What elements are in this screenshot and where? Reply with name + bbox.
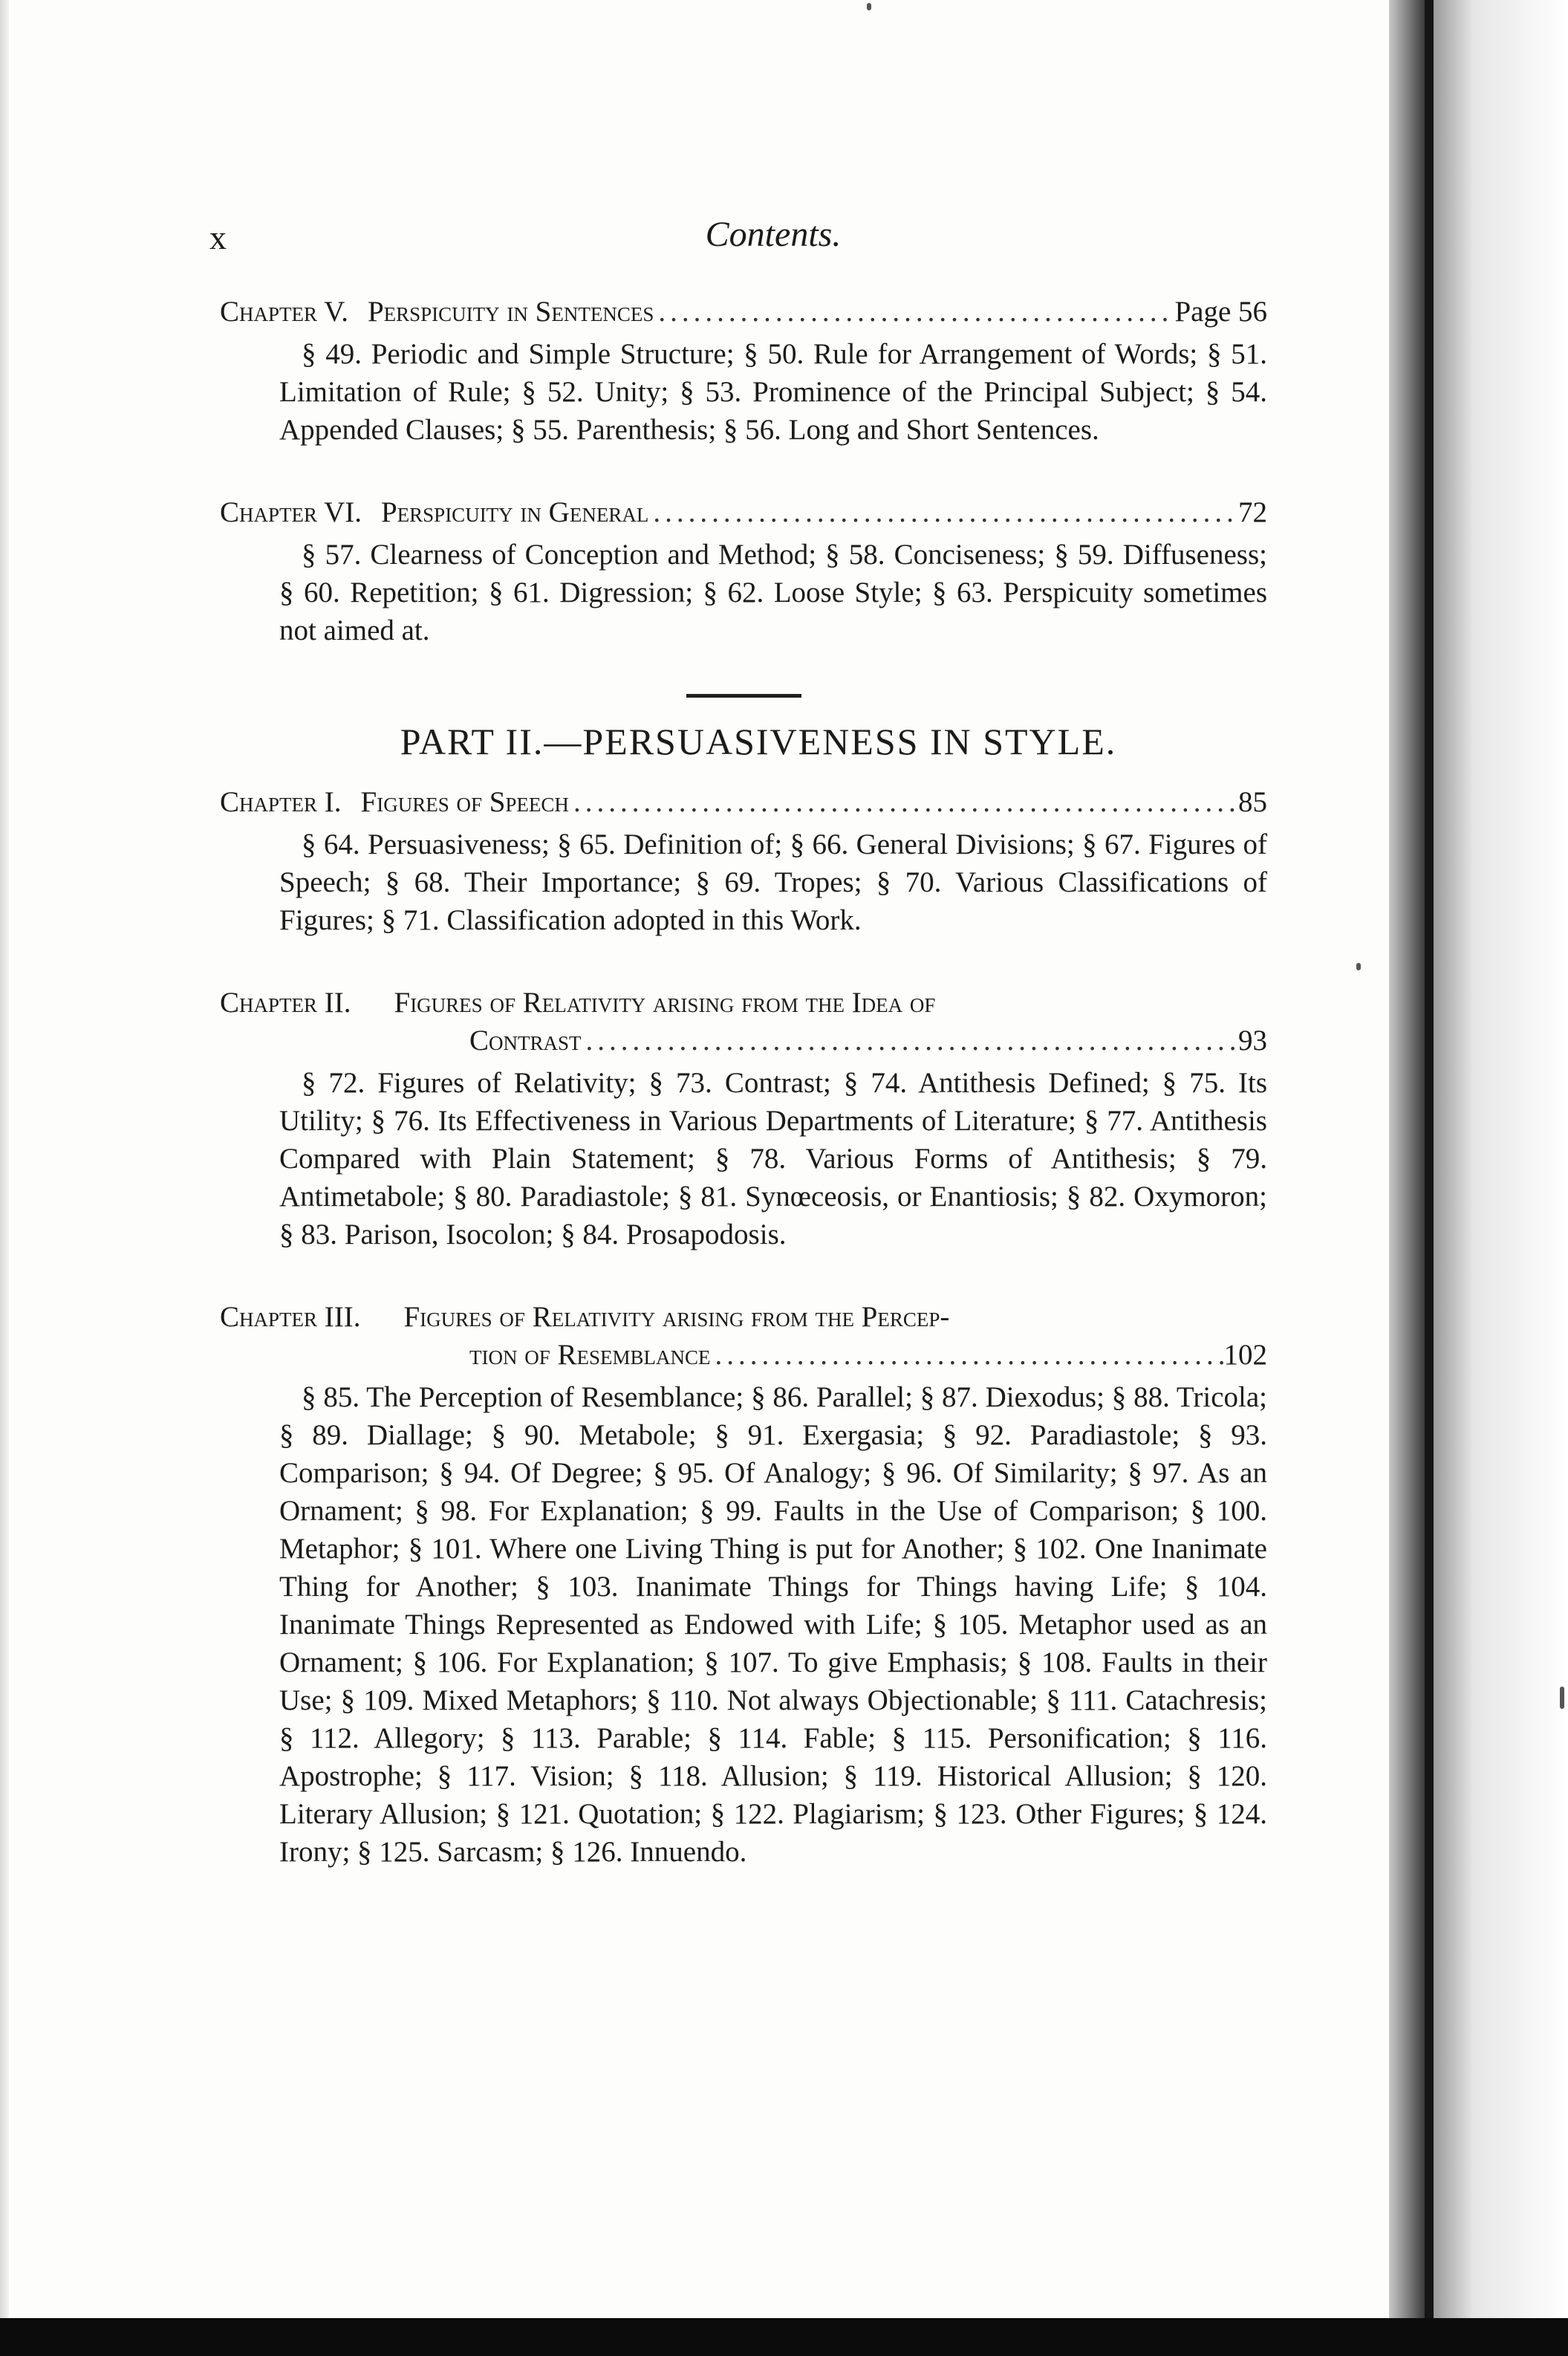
- chapter-entry: [220, 1298, 1267, 1871]
- chapter-label: Chapter II.: [220, 987, 351, 1019]
- scan-speck: [1560, 1687, 1564, 1709]
- chapter-label: Chapter I.: [220, 786, 342, 818]
- chapter-page-ref: 102: [1223, 1339, 1267, 1371]
- scan-bottom-border: [0, 2318, 1568, 2356]
- dot-leader: [654, 293, 1174, 331]
- binding-dark-strip: [1425, 0, 1434, 2356]
- chapter-page-ref: 93: [1238, 1025, 1267, 1057]
- scan-speck: [867, 3, 871, 10]
- chapter-heading: [220, 984, 1267, 1059]
- chapter-sections: § 72. Figures of Relativity; § 73. Contrast; § 74. Antithesis Defined; § 75. Its Utility; § 76. Its Effectiveness in Various Departments of Literature; § 77. Antithesis Compared with Plain Statement; § 78. Various Forms of Antithesis; § 79. Antimetabole; § 80. Paradiastole; § 81. Synœceosis, or Enantiosis; § 82. Oxymoron; § 83. Parison, Isocolon; § 84. Prosapodosis.: [279, 1067, 1267, 1250]
- chapter-title-line-1: Figures of Relativity arising from the Percep-: [403, 1301, 950, 1333]
- chapter-page-ref: 72: [1238, 496, 1267, 528]
- chapter-title: Perspicuity in General: [380, 496, 649, 528]
- contents-text-block: [209, 215, 1267, 1915]
- chapter-heading: [220, 293, 1267, 331]
- chapter-page-ref: 85: [1238, 786, 1267, 818]
- chapter-heading: [220, 493, 1267, 531]
- chapter-heading: [220, 1298, 1267, 1374]
- chapter-entry: [220, 984, 1267, 1253]
- chapter-sections: § 49. Periodic and Simple Structure; § 50. Rule for Arrangement of Words; § 51. Limitation of Rule; § 52. Unity; § 53. Prominence of the Principal Subject; § 54. Appended Clauses; § 55. Parenthesis; § 56. Long and Short Sentences.: [279, 338, 1267, 446]
- page-number: x: [209, 218, 227, 256]
- chapter-sections: § 85. The Perception of Resemblance; § 86. Parallel; § 87. Diexodus; § 88. Tricola; § 89. Diallage; § 90. Metabole; § 91. Exergasia; § 92. Paradiastole; § 93. Comparison; § 94. Of Degree; § 95. Of Analogy; § 96. Of Similarity; § 97. As an Ornament; § 98. For Explanation; § 99. Faults in the Use of Comparison; § 100. Metaphor; § 101. Where one Living Thing is put for Another; § 102. One Inanimate Thing for Another; § 103. Inanimate Things for Things having Life; § 104. Inanimate Things Represented as Endowed with Life; § 105. Metaphor used as an Ornament; § 106. For Explanation; § 107. To give Emphasis; § 108. Faults in their Use; § 109. Mixed Metaphors; § 110. Not always Objectionable; § 111. Catachresis; § 112. Allegory; § 113. Parable; § 114. Fable; § 115. Personification; § 116. Apostrophe; § 117. Vision; § 118. Allusion; § 119. Historical Allusion; § 120. Literary Allusion; § 121. Quotation; § 122. Plagiarism; § 123. Other Figures; § 124. Irony; § 125. Sarcasm; § 126. Innuendo.: [279, 1381, 1267, 1868]
- chapter-page-ref: Page 56: [1174, 296, 1267, 328]
- dot-leader: [569, 783, 1238, 821]
- chapter-label: Chapter VI.: [220, 496, 362, 528]
- dot-leader: [582, 1022, 1238, 1059]
- chapter-title-line-2: Contrast: [469, 1025, 582, 1057]
- binding-shadow: [1389, 0, 1425, 2356]
- chapter-title: Perspicuity in Sentences: [367, 296, 654, 328]
- chapter-label: Chapter V.: [220, 296, 348, 328]
- running-head: [209, 215, 1267, 260]
- chapter-entry: [220, 493, 1267, 649]
- scan-speck: [1356, 963, 1361, 970]
- part-title: PART II.—PERSUASIVENESS IN STYLE.: [400, 721, 1117, 762]
- chapter-heading: [220, 783, 1267, 821]
- binding-gray-strip: [1434, 0, 1568, 2356]
- page-left-edge: [0, 0, 9, 2356]
- section-divider-rule: [686, 694, 801, 698]
- chapter-label: Chapter III.: [220, 1301, 361, 1333]
- chapter-title: Figures of Speech: [360, 786, 569, 818]
- chapter-title-line-2: tion of Resemblance: [469, 1339, 711, 1371]
- chapter-entry: [220, 293, 1267, 449]
- dot-leader: [711, 1336, 1224, 1374]
- chapter-sections: § 64. Persuasiveness; § 65. Definition of; § 66. General Divisions; § 67. Figures of Speech; § 68. Their Importance; § 69. Tropes; § 70. Various Classifications of Figures; § 71. Classification adopted in this Work.: [279, 828, 1267, 936]
- chapter-title-line-1: Figures of Relativity arising from the Idea of: [394, 987, 936, 1019]
- dot-leader: [648, 493, 1238, 531]
- running-title: Contents.: [705, 215, 842, 254]
- chapter-entry: [220, 783, 1267, 939]
- chapter-sections: § 57. Clearness of Conception and Method; § 58. Conciseness; § 59. Diffuseness; § 60. Repetition; § 61. Digression; § 62. Loose Style; § 63. Perspicuity sometimes not aimed at.: [279, 539, 1267, 646]
